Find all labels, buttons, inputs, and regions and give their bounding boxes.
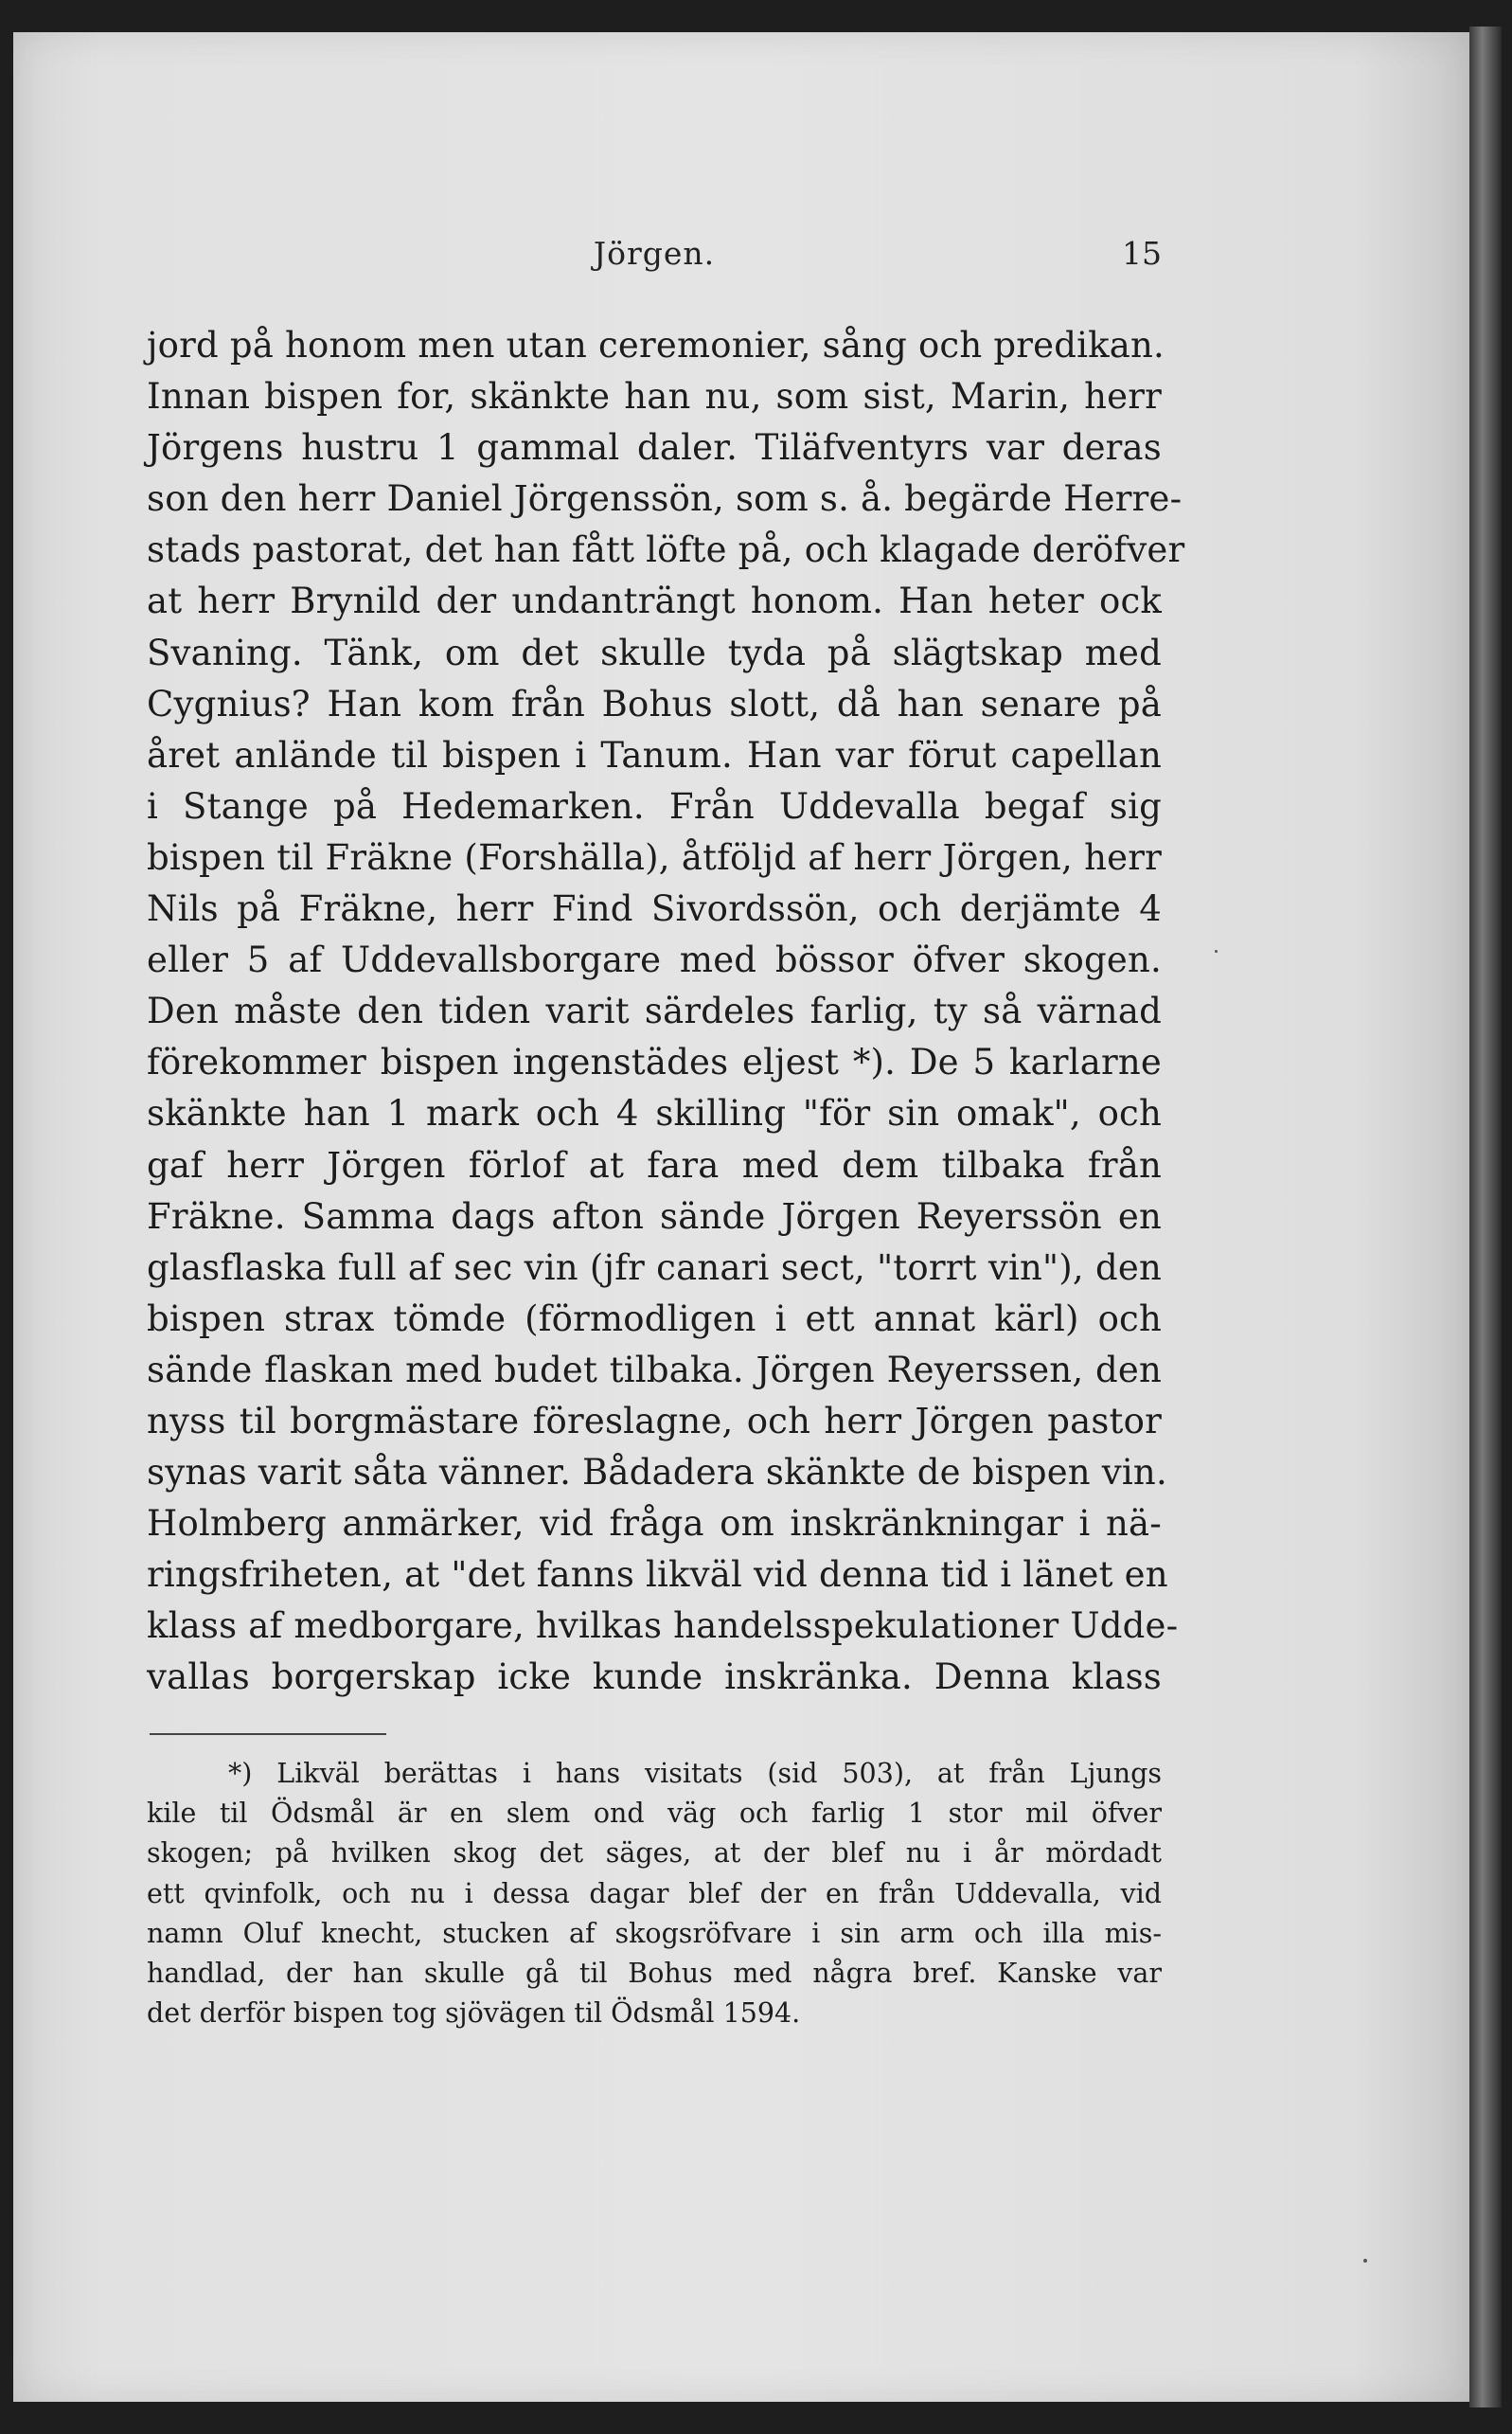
footnote-rule (150, 1733, 386, 1735)
footnote-line: ett qvinfolk, och nu i dessa dagar blef der en från Uddevalla, vid (147, 1877, 1162, 1909)
footnote-line: kile til Ödsmål är en slem ond väg och farlig 1 stor mil öfver (147, 1798, 1162, 1830)
body-line: vallas borgerskap icke kunde inskränka. Denna klass (147, 1656, 1162, 1698)
footnote-line: handlad, der han skulle gå til Bohus med några bref. Kanske var (147, 1957, 1162, 1989)
body-line: nyss til borgmästare föreslagne, och herr Jörgen pastor (147, 1400, 1162, 1441)
body-line: bispen strax tömde (förmodligen i ett annat kärl) och (147, 1298, 1162, 1339)
body-line: eller 5 af Uddevallsborgare med bössor öfver skogen. (147, 940, 1162, 981)
body-line: ringsfriheten, at "det fanns likväl vid denna tid i länet en (147, 1554, 1168, 1596)
body-line: stads pastorat, det han fått löfte på, och klagade deröfver (147, 529, 1185, 571)
dust-speck (1215, 950, 1218, 953)
body-line: sände flaskan med budet tilbaka. Jörgen Reyerssen, den (147, 1349, 1162, 1390)
body-line: glasflaska full af sec vin (jfr canari sect, "torrt vin"), den (147, 1246, 1162, 1288)
body-line: skänkte han 1 mark och 4 skilling "för sin omak", och (147, 1093, 1162, 1135)
footnote-line: det derför bispen tog sjövägen til Ödsmål 1594. (147, 1997, 801, 2030)
dust-speck (1363, 2259, 1367, 2263)
body-line: året anlände til bispen i Tanum. Han var förut capellan (147, 734, 1162, 776)
body-line: at herr Brynild der undanträngt honom. Han heter ock (147, 581, 1162, 622)
body-line: bispen til Fräkne (Forshälla), åtföljd af herr Jörgen, herr (147, 836, 1162, 878)
body-line: Holmberg anmärker, vid fråga om inskränkningar i nä- (147, 1503, 1162, 1545)
body-line: son den herr Daniel Jörgenssön, som s. å. begärde Herre- (147, 478, 1183, 520)
body-line: Innan bispen for, skänkte han nu, som sist, Marin, herr (147, 376, 1162, 418)
page-number: 15 (1122, 235, 1162, 272)
body-line: Svaning. Tänk, om det skulle tyda på slägtskap med (147, 632, 1162, 673)
body-line: Nils på Fräkne, herr Find Sivordssön, och derjämte 4 (147, 888, 1162, 930)
body-line: Jörgens hustru 1 gammal daler. Tiläfventyrs var deras (147, 427, 1162, 469)
footnote-line: namn Oluf knecht, stucken af skogsröfvare i sin arm och illa mis- (147, 1917, 1162, 1949)
body-text (147, 320, 1185, 1704)
body-line: synas varit såta vänner. Bådadera skänkte de bispen vin. (147, 1452, 1167, 1494)
footnote-line: *) Likväl berättas i hans visitats (sid 503), at från Ljungs (228, 1758, 1162, 1789)
body-line: i Stange på Hedemarken. Från Uddevalla begaf sig (147, 785, 1162, 827)
body-line: Fräkne. Samma dags afton sände Jörgen Reyerssön en (147, 1195, 1162, 1237)
body-line: jord på honom men utan ceremonier, sång och predikan. (147, 325, 1165, 366)
body-line: klass af medborgare, hvilkas handelsspekulationer Udde- (147, 1605, 1179, 1647)
body-line: Den måste den tiden varit särdeles farlig, ty så värnad (147, 991, 1162, 1032)
book-page-edge (1469, 27, 1502, 2407)
footnote (147, 1754, 1162, 2033)
body-line: förekommer bispen ingenstädes eljest *). De 5 karlarne (147, 1042, 1162, 1083)
running-title: Jörgen. (593, 235, 716, 272)
body-line: gaf herr Jörgen förlof at fara med dem tilbaka från (147, 1144, 1162, 1186)
footnote-line: skogen; på hvilken skog det säges, at der blef nu i år mördadt (147, 1837, 1162, 1870)
body-line: Cygnius? Han kom från Bohus slott, då han senare på (147, 683, 1162, 725)
